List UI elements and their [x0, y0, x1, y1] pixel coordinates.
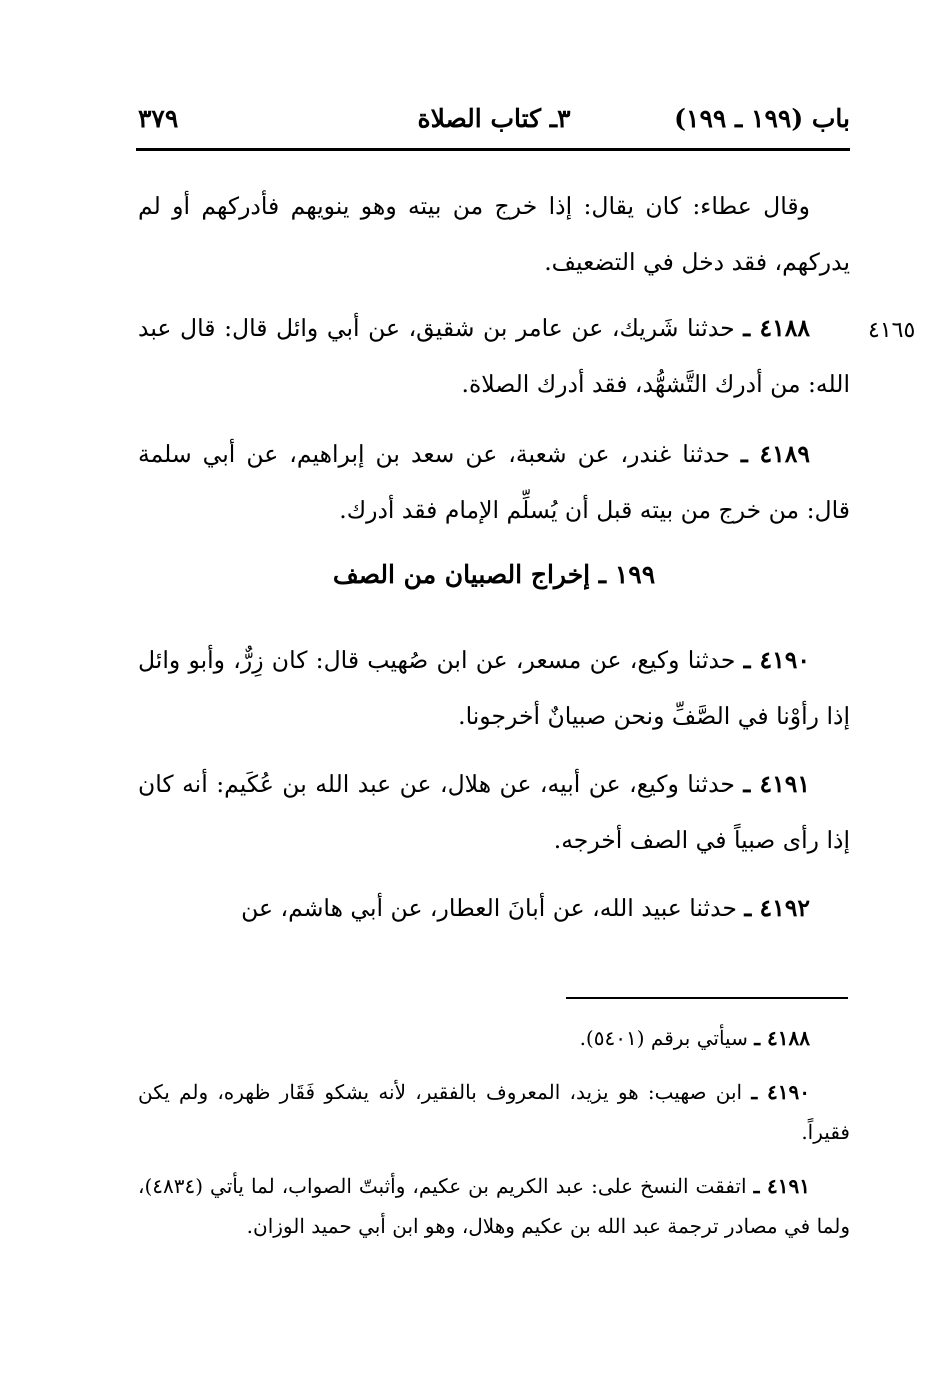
hadith-number: ٤١٩٢ ـ: [744, 894, 810, 922]
footnote-text: اتفقت النسخ على: عبد الكريم بن عكيم، وأثبتّ الصواب، لما يأتي (٤٨٣٤)، ولما في مصادر ترجمة عبد الله بن عكيم وهلال، وهو ابن أبي حميد الوزان.: [138, 1174, 850, 1238]
book-title: ٣ـ كتاب الصلاة: [417, 104, 571, 133]
margin-reference: ٤١٦٥: [868, 318, 916, 343]
paragraph-ata: [138, 178, 850, 290]
page-number: ٣٧٩: [138, 104, 179, 133]
chapter-title: باب (١٩٩ ـ ١٩٩): [674, 104, 850, 133]
hadith-4192: [138, 880, 850, 936]
hadith-text: حدثنا عبيد الله، عن أبانَ العطار، عن أبي هاشم، عن: [241, 894, 737, 922]
hadith-number: ٤١٩١ ـ: [743, 770, 810, 798]
hadith-4189: [138, 426, 850, 538]
hadith-number: ٤١٨٩ ـ: [740, 440, 810, 468]
footnote-rule: [566, 997, 848, 999]
footnote-4188: [138, 1018, 850, 1058]
hadith-4188: [138, 300, 850, 412]
hadith-number: ٤١٩٠ ـ: [743, 646, 810, 674]
hadith-4191: [138, 756, 850, 868]
footnote-text: ابن صهيب: هو يزيد، المعروف بالفقير، لأنه يشكو فَقَار ظهره، ولم يكن فقيراً.: [138, 1080, 850, 1144]
hadith-number: ٤١٨٨ ـ: [743, 314, 810, 342]
footnote-4190: [138, 1072, 850, 1152]
hadith-text: حدثنا وكيع، عن أبيه، عن هلال، عن عبد الله بن عُكَيم: أنه كان إذا رأى صبياً في الصف أخرجه.: [138, 770, 850, 854]
footnote-4191: [138, 1166, 850, 1246]
footnote-text: سيأتي برقم (٥٤٠١).: [579, 1026, 748, 1050]
paragraph-text: وقال عطاء: كان يقال: إذا خرج من بيته وهو ينويهم فأدركهم أو لم يدركهم، فقد دخل في التضعيف.: [138, 192, 850, 276]
footnote-number: ٤١٩١ ـ: [753, 1174, 811, 1198]
hadith-text: حدثنا غندر، عن شعبة، عن سعد بن إبراهيم، عن أبي سلمة قال: من خرج من بيته قبل أن يُسلِّم الإمام فقد أدرك.: [138, 440, 850, 524]
hadith-text: حدثنا شَريك، عن عامر بن شقيق، عن أبي وائل قال: قال عبد الله: من أدرك التَّشهُّد، فقد أدرك الصلاة.: [138, 314, 850, 398]
page-header: [138, 104, 850, 148]
footnote-number: ٤١٨٨ ـ: [754, 1026, 810, 1050]
footnote-number: ٤١٩٠ ـ: [751, 1080, 811, 1104]
header-rule: [136, 148, 850, 151]
hadith-4190: [138, 632, 850, 744]
hadith-text: حدثنا وكيع، عن مسعر، عن ابن صُهيب قال: كان زِرٌّ، وأبو وائل إذا رأوْنا في الصَّفِّ ونحن صبيانٌ أخرجونا.: [138, 646, 850, 730]
footnotes: [138, 1018, 850, 1260]
section-heading: ١٩٩ ـ إخراج الصبيان من الصف: [332, 560, 656, 589]
